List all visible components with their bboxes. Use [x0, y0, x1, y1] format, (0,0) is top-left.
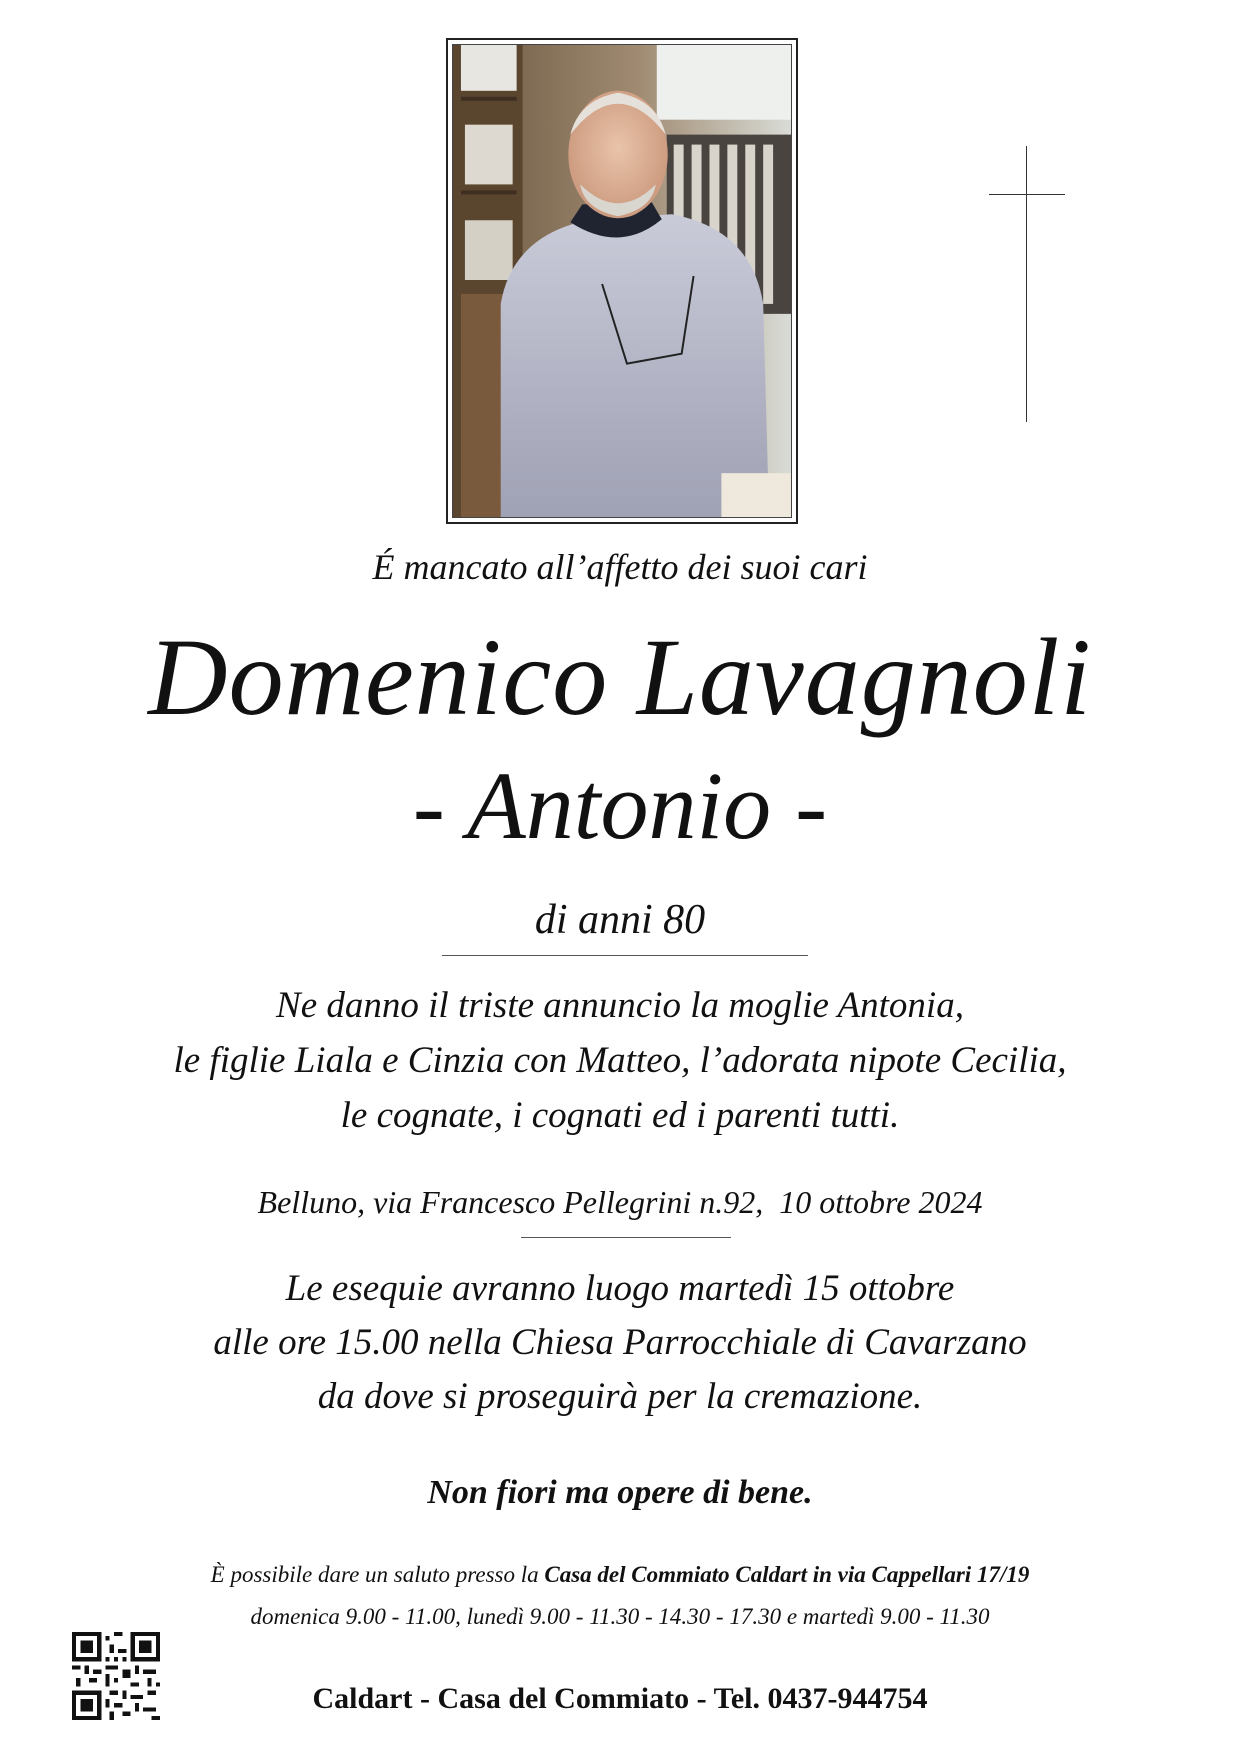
funeral-details: [0, 1262, 1240, 1424]
intro-text: É mancato all’affetto dei suoi cari: [372, 547, 868, 587]
deceased-nickname: - Antonio -: [412, 752, 828, 859]
funeral-line: alle ore 15.00 nella Chiesa Parrocchiale di Cavarzano: [213, 1322, 1027, 1363]
funeral-line: da dove si proseguirà per la cremazione.: [317, 1376, 923, 1417]
portrait-photo-frame: [446, 38, 798, 524]
funeral-line: Le esequie avranno luogo martedì 15 ottobre: [285, 1268, 955, 1309]
portrait-photo: [452, 44, 792, 518]
deceased-age: di anni 80: [534, 897, 706, 943]
deceased-name: Domenico Lavagnoli: [148, 616, 1092, 738]
announcement-text: [0, 978, 1240, 1143]
footer-contact: Caldart - Casa del Commiato - Tel. 0437-944754: [312, 1682, 928, 1715]
divider: [521, 1237, 731, 1238]
visit-info: [0, 1562, 1240, 1588]
visit-location: Casa del Commiato Caldart in via Cappellari 17/19: [544, 1562, 1030, 1587]
no-flowers-note: Non fiori ma opere di bene.: [427, 1474, 813, 1511]
divider: [442, 955, 808, 956]
announcement-line: le cognate, i cognati ed i parenti tutti.: [340, 1095, 900, 1136]
place-date: Belluno, via Francesco Pellegrini n.92, 10 ottobre 2024: [257, 1184, 983, 1220]
announcement-line: Ne danno il triste annuncio la moglie Antonia,: [276, 985, 964, 1026]
visit-prefix: È possibile dare un saluto presso la: [210, 1562, 539, 1587]
visit-hours: domenica 9.00 - 11.00, lunedì 9.00 - 11.30 - 14.30 - 17.30 e martedì 9.00 - 11.30: [250, 1604, 990, 1629]
announcement-line: le figlie Liala e Cinzia con Matteo, l’adorata nipote Cecilia,: [173, 1040, 1067, 1081]
